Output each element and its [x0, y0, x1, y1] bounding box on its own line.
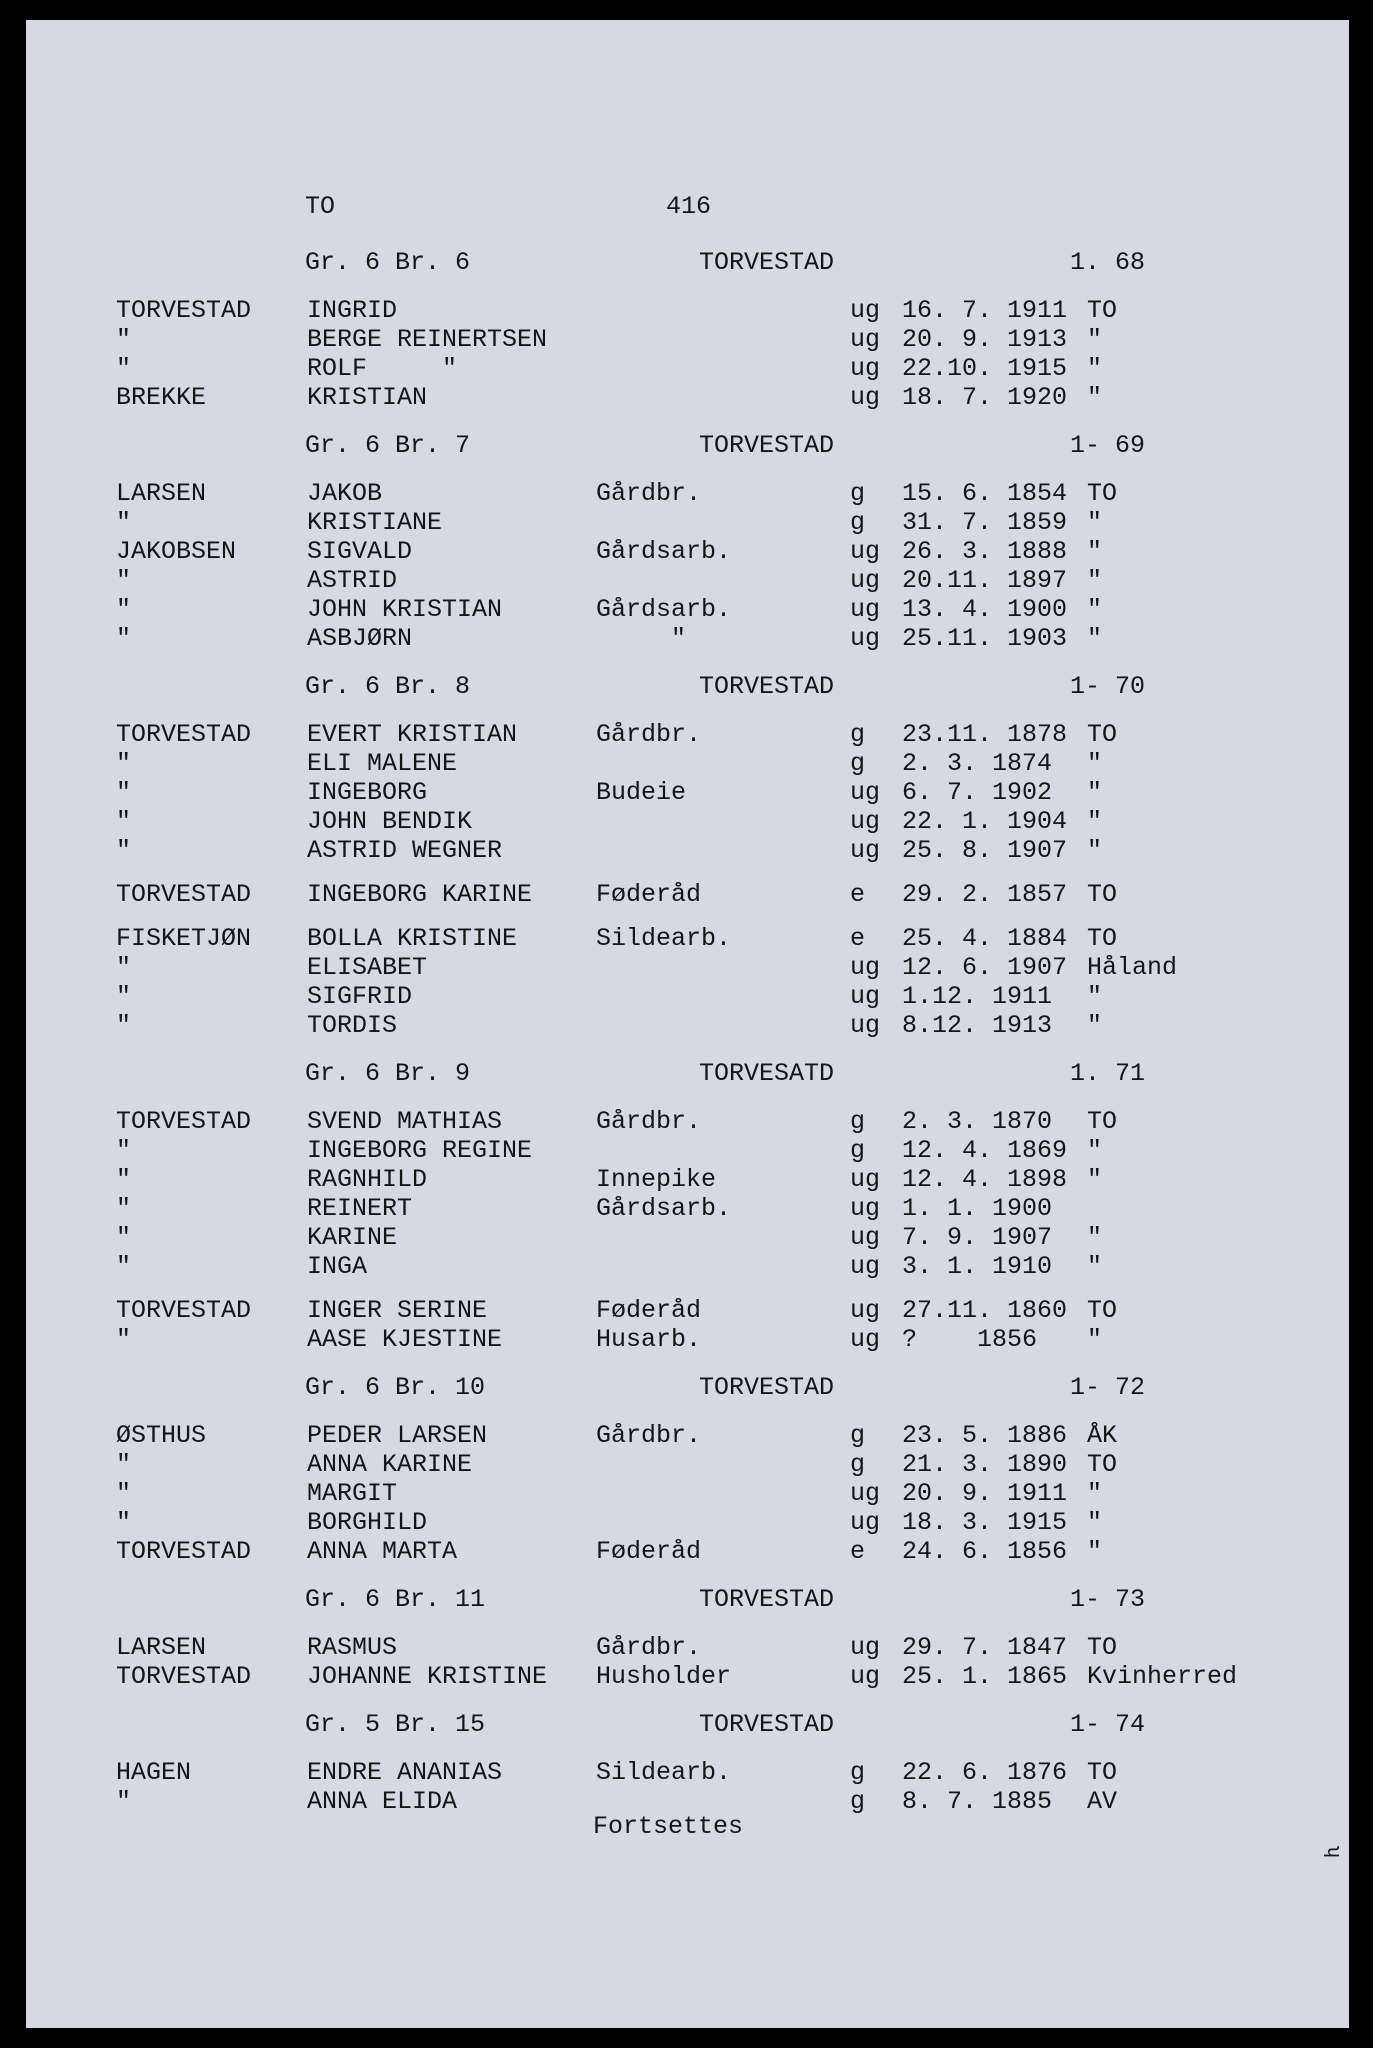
record-birth-date: 23. 5. 1886 [902, 1421, 1068, 1450]
record-marital-status: ug [850, 1296, 881, 1325]
record-birth-date: 20.11. 1897 [902, 566, 1068, 595]
record-birthplace: " [1087, 778, 1103, 807]
header-left: TO [305, 192, 336, 221]
group-number: 1- 74 [1070, 1710, 1146, 1739]
group-farm-name: TORVESTAD [699, 1373, 835, 1402]
record-surname: " [116, 566, 132, 595]
record-birth-date: 25. 8. 1907 [902, 836, 1068, 865]
record-surname: " [116, 1011, 132, 1040]
record-birth-date: 6. 7. 1902 [902, 778, 1053, 807]
record-given-name: INGRID [307, 296, 398, 325]
record-occupation: " [596, 624, 687, 653]
record-marital-status: ug [850, 624, 881, 653]
record-birthplace: TO [1087, 924, 1118, 953]
record-given-name: INGEBORG [307, 778, 428, 807]
record-given-name: INGEBORG KARINE [307, 880, 533, 909]
record-birthplace: Kvinherred [1087, 1662, 1238, 1691]
record-birth-date: 24. 6. 1856 [902, 1537, 1068, 1566]
record-occupation: Sildearb. [596, 1758, 732, 1787]
record-marital-status: g [850, 749, 866, 778]
record-marital-status: g [850, 720, 866, 749]
record-given-name: JOHANNE KRISTINE [307, 1662, 548, 1691]
record-given-name: ANNA MARTA [307, 1537, 458, 1566]
record-birth-date: 29. 2. 1857 [902, 880, 1068, 909]
record-birthplace: TO [1087, 1758, 1118, 1787]
record-given-name: KRISTIAN [307, 383, 428, 412]
record-birthplace: " [1087, 1252, 1103, 1281]
record-surname: " [116, 1165, 132, 1194]
record-birth-date: 26. 3. 1888 [902, 537, 1068, 566]
record-given-name: JAKOB [307, 479, 383, 508]
group-reference: Gr. 6 Br. 10 [305, 1373, 486, 1402]
record-birth-date: 16. 7. 1911 [902, 296, 1068, 325]
record-birth-date: 25. 1. 1865 [902, 1662, 1068, 1691]
record-given-name: MARGIT [307, 1479, 398, 1508]
record-marital-status: ug [850, 1011, 881, 1040]
group-reference: Gr. 6 Br. 11 [305, 1585, 486, 1614]
continued-note: Fortsettes [593, 1812, 744, 1841]
record-birth-date: 2. 3. 1870 [902, 1107, 1053, 1136]
record-occupation: Føderåd [596, 1537, 702, 1566]
record-surname: " [116, 1252, 132, 1281]
record-birth-date: 27.11. 1860 [902, 1296, 1068, 1325]
record-given-name: EVERT KRISTIAN [307, 720, 518, 749]
record-marital-status: ug [850, 1508, 881, 1537]
record-birth-date: 20. 9. 1911 [902, 1479, 1068, 1508]
record-surname: " [116, 836, 132, 865]
record-marital-status: ug [850, 836, 881, 865]
record-surname: TORVESTAD [116, 1662, 252, 1691]
record-given-name: BORGHILD [307, 1508, 428, 1537]
group-reference: Gr. 6 Br. 6 [305, 248, 471, 277]
record-occupation: Gårdsarb. [596, 537, 732, 566]
record-birthplace: " [1087, 537, 1103, 566]
group-farm-name: TORVESTAD [699, 1585, 835, 1614]
record-birth-date: 20. 9. 1913 [902, 325, 1068, 354]
group-number: 1- 70 [1070, 672, 1146, 701]
record-marital-status: ug [850, 296, 881, 325]
record-birth-date: 2. 3. 1874 [902, 749, 1053, 778]
margin-mark: ʮ [1321, 1845, 1345, 1859]
record-surname: " [116, 354, 132, 383]
record-surname: " [116, 1223, 132, 1252]
record-birth-date: 31. 7. 1859 [902, 508, 1068, 537]
record-marital-status: ug [850, 1325, 881, 1354]
record-given-name: JOHN KRISTIAN [307, 595, 503, 624]
record-marital-status: ug [850, 1662, 881, 1691]
record-surname: " [116, 1136, 132, 1165]
record-birth-date: 3. 1. 1910 [902, 1252, 1053, 1281]
record-given-name: INGER SERINE [307, 1296, 488, 1325]
record-birthplace: " [1087, 508, 1103, 537]
record-occupation: Sildearb. [596, 924, 732, 953]
record-given-name: BERGE REINERTSEN [307, 325, 548, 354]
record-birthplace: " [1087, 383, 1103, 412]
record-marital-status: g [850, 1758, 866, 1787]
group-reference: Gr. 6 Br. 7 [305, 431, 471, 460]
record-birth-date: ? 1856 [902, 1325, 1038, 1354]
record-birth-date: 18. 3. 1915 [902, 1508, 1068, 1537]
record-surname: " [116, 1194, 132, 1223]
record-marital-status: ug [850, 566, 881, 595]
record-birth-date: 8. 7. 1885 [902, 1787, 1053, 1816]
record-marital-status: e [850, 880, 866, 909]
record-surname: " [116, 1479, 132, 1508]
record-marital-status: ug [850, 383, 881, 412]
record-given-name: PEDER LARSEN [307, 1421, 488, 1450]
record-occupation: Gårdsarb. [596, 1194, 732, 1223]
record-surname: " [116, 1508, 132, 1537]
record-occupation: Husarb. [596, 1325, 702, 1354]
record-marital-status: g [850, 1107, 866, 1136]
record-marital-status: ug [850, 1223, 881, 1252]
record-birthplace: TO [1087, 479, 1118, 508]
page-number: 416 [666, 192, 712, 221]
record-given-name: KARINE [307, 1223, 398, 1252]
record-given-name: JOHN BENDIK [307, 807, 473, 836]
record-birthplace: TO [1087, 1107, 1118, 1136]
record-occupation: Gårdbr. [596, 1107, 702, 1136]
record-marital-status: ug [850, 325, 881, 354]
record-given-name: ANNA ELIDA [307, 1787, 458, 1816]
record-birth-date: 15. 6. 1854 [902, 479, 1068, 508]
record-marital-status: g [850, 1136, 866, 1165]
record-birth-date: 1.12. 1911 [902, 982, 1053, 1011]
record-birthplace: " [1087, 1136, 1103, 1165]
record-birthplace: " [1087, 566, 1103, 595]
group-farm-name: TORVESTAD [699, 672, 835, 701]
record-surname: " [116, 778, 132, 807]
record-given-name: ASBJØRN [307, 624, 413, 653]
record-surname: " [116, 1325, 132, 1354]
record-surname: " [116, 953, 132, 982]
record-birthplace: " [1087, 1011, 1103, 1040]
record-occupation: Husholder [596, 1662, 732, 1691]
group-number: 1- 72 [1070, 1373, 1146, 1402]
record-occupation: Føderåd [596, 880, 702, 909]
record-marital-status: e [850, 924, 866, 953]
group-farm-name: TORVESTAD [699, 431, 835, 460]
record-marital-status: g [850, 479, 866, 508]
record-surname: BREKKE [116, 383, 207, 412]
record-birthplace: TO [1087, 1633, 1118, 1662]
record-marital-status: ug [850, 982, 881, 1011]
record-marital-status: ug [850, 1165, 881, 1194]
record-given-name: ELI MALENE [307, 749, 458, 778]
record-surname: TORVESTAD [116, 1107, 252, 1136]
group-number: 1- 69 [1070, 431, 1146, 460]
record-surname: TORVESTAD [116, 1296, 252, 1325]
record-birthplace: " [1087, 807, 1103, 836]
record-surname: " [116, 1787, 132, 1816]
record-surname: " [116, 325, 132, 354]
record-birth-date: 22. 6. 1876 [902, 1758, 1068, 1787]
record-occupation: Gårdbr. [596, 1633, 702, 1662]
group-farm-name: TORVESATD [699, 1059, 835, 1088]
record-surname: " [116, 508, 132, 537]
record-birthplace: TO [1087, 296, 1118, 325]
record-given-name: SVEND MATHIAS [307, 1107, 503, 1136]
record-surname: FISKETJØN [116, 924, 252, 953]
record-surname: TORVESTAD [116, 296, 252, 325]
record-birthplace: TO [1087, 880, 1118, 909]
record-birthplace: AV [1087, 1787, 1118, 1816]
record-marital-status: g [850, 508, 866, 537]
record-birthplace: " [1087, 1165, 1103, 1194]
record-birthplace: " [1087, 354, 1103, 383]
record-given-name: SIGVALD [307, 537, 413, 566]
record-given-name: KRISTIANE [307, 508, 443, 537]
group-reference: Gr. 5 Br. 15 [305, 1710, 486, 1739]
record-birthplace: " [1087, 595, 1103, 624]
record-marital-status: ug [850, 953, 881, 982]
record-birth-date: 12. 4. 1898 [902, 1165, 1068, 1194]
record-marital-status: ug [850, 1633, 881, 1662]
record-given-name: ROLF " [307, 354, 458, 383]
record-occupation: Innepike [596, 1165, 717, 1194]
record-surname: JAKOBSEN [116, 537, 237, 566]
record-occupation: Gårdbr. [596, 479, 702, 508]
document-page [26, 20, 1349, 2028]
record-surname: ØSTHUS [116, 1421, 207, 1450]
record-marital-status: ug [850, 778, 881, 807]
record-given-name: BOLLA KRISTINE [307, 924, 518, 953]
record-surname: " [116, 982, 132, 1011]
record-given-name: RAGNHILD [307, 1165, 428, 1194]
record-birth-date: 12. 4. 1869 [902, 1136, 1068, 1165]
record-marital-status: ug [850, 354, 881, 383]
record-marital-status: ug [850, 595, 881, 624]
record-given-name: AASE KJESTINE [307, 1325, 503, 1354]
record-marital-status: g [850, 1421, 866, 1450]
record-surname: HAGEN [116, 1758, 192, 1787]
record-birthplace: " [1087, 325, 1103, 354]
group-farm-name: TORVESTAD [699, 248, 835, 277]
record-given-name: TORDIS [307, 1011, 398, 1040]
record-surname: " [116, 595, 132, 624]
record-birthplace: ÅK [1087, 1421, 1118, 1450]
record-occupation: Gårdbr. [596, 1421, 702, 1450]
group-reference: Gr. 6 Br. 8 [305, 672, 471, 701]
record-birth-date: 21. 3. 1890 [902, 1450, 1068, 1479]
record-birthplace: " [1087, 749, 1103, 778]
group-number: 1. 71 [1070, 1059, 1146, 1088]
record-surname: " [116, 1450, 132, 1479]
record-surname: " [116, 624, 132, 653]
record-birth-date: 7. 9. 1907 [902, 1223, 1053, 1252]
record-birthplace: " [1087, 1223, 1103, 1252]
record-surname: TORVESTAD [116, 880, 252, 909]
record-surname: LARSEN [116, 479, 207, 508]
record-birth-date: 22. 1. 1904 [902, 807, 1068, 836]
record-birthplace: " [1087, 624, 1103, 653]
record-given-name: RASMUS [307, 1633, 398, 1662]
record-birth-date: 13. 4. 1900 [902, 595, 1068, 624]
record-given-name: INGEBORG REGINE [307, 1136, 533, 1165]
record-surname: " [116, 807, 132, 836]
record-marital-status: ug [850, 807, 881, 836]
record-marital-status: g [850, 1787, 866, 1816]
record-birthplace: " [1087, 1479, 1103, 1508]
record-birth-date: 12. 6. 1907 [902, 953, 1068, 982]
record-birthplace: TO [1087, 1296, 1118, 1325]
record-birthplace: TO [1087, 1450, 1118, 1479]
record-birth-date: 22.10. 1915 [902, 354, 1068, 383]
record-marital-status: g [850, 1450, 866, 1479]
record-surname: TORVESTAD [116, 720, 252, 749]
record-birth-date: 1. 1. 1900 [902, 1194, 1053, 1223]
record-birth-date: 8.12. 1913 [902, 1011, 1053, 1040]
record-given-name: SIGFRID [307, 982, 413, 1011]
record-given-name: INGA [307, 1252, 368, 1281]
record-marital-status: ug [850, 1479, 881, 1508]
record-marital-status: e [850, 1537, 866, 1566]
record-marital-status: ug [850, 1252, 881, 1281]
record-occupation: Budeie [596, 778, 687, 807]
record-birthplace: " [1087, 1325, 1103, 1354]
record-birthplace: " [1087, 1508, 1103, 1537]
record-given-name: ANNA KARINE [307, 1450, 473, 1479]
record-given-name: ENDRE ANANIAS [307, 1758, 503, 1787]
record-occupation: Føderåd [596, 1296, 702, 1325]
record-birth-date: 18. 7. 1920 [902, 383, 1068, 412]
record-given-name: ASTRID [307, 566, 398, 595]
group-farm-name: TORVESTAD [699, 1710, 835, 1739]
record-birthplace: Håland [1087, 953, 1178, 982]
record-birthplace: " [1087, 836, 1103, 865]
record-marital-status: ug [850, 1194, 881, 1223]
record-surname: " [116, 749, 132, 778]
record-birthplace: " [1087, 982, 1103, 1011]
record-birthplace: " [1087, 1537, 1103, 1566]
record-occupation: Gårdbr. [596, 720, 702, 749]
group-reference: Gr. 6 Br. 9 [305, 1059, 471, 1088]
record-surname: TORVESTAD [116, 1537, 252, 1566]
group-number: 1. 68 [1070, 248, 1146, 277]
record-birth-date: 29. 7. 1847 [902, 1633, 1068, 1662]
record-birth-date: 23.11. 1878 [902, 720, 1068, 749]
group-number: 1- 73 [1070, 1585, 1146, 1614]
record-birthplace: TO [1087, 720, 1118, 749]
record-given-name: ASTRID WEGNER [307, 836, 503, 865]
record-occupation: Gårdsarb. [596, 595, 732, 624]
record-birth-date: 25. 4. 1884 [902, 924, 1068, 953]
record-given-name: ELISABET [307, 953, 428, 982]
record-given-name: REINERT [307, 1194, 413, 1223]
record-surname: LARSEN [116, 1633, 207, 1662]
record-marital-status: ug [850, 537, 881, 566]
record-birth-date: 25.11. 1903 [902, 624, 1068, 653]
